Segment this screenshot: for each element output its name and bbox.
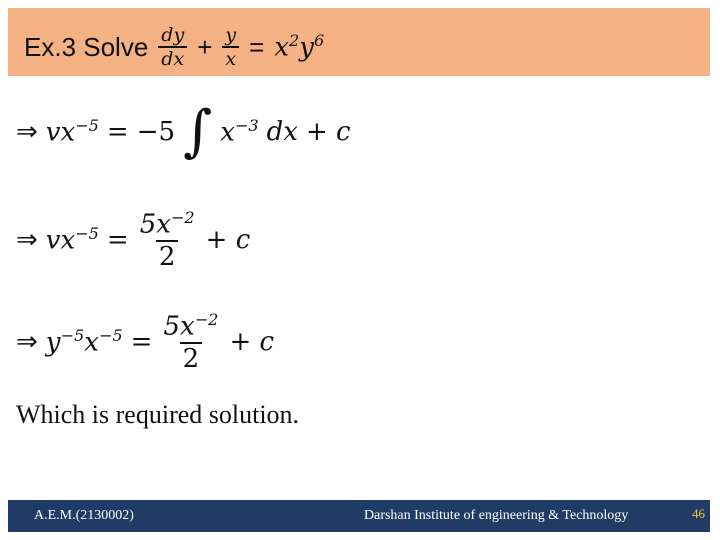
step-3-lhs-x-exp: −5 (98, 326, 123, 345)
step-2-equation (16, 208, 250, 272)
title-rhs-exp2: 6 (313, 31, 325, 51)
title-frac2-numerator: y (225, 24, 237, 46)
step-2-lhs-vx: vx (45, 225, 76, 256)
step-2-numerator (137, 208, 198, 240)
step-1-equation (16, 99, 351, 164)
step-1-lhs-vx: vx (45, 117, 76, 148)
title-frac1-denominator: dx (158, 46, 187, 70)
footer-institute: Darshan Institute of engineering & Technology (364, 508, 629, 523)
title-frac2-denominator: x (222, 46, 239, 70)
title-plus: + (197, 31, 213, 62)
footer-course-code: A.E.M.(2130002) (34, 508, 134, 523)
slide-title (24, 24, 324, 70)
title-frac1-numerator: dy (161, 24, 185, 46)
implies-arrow: ⇒ (16, 117, 38, 147)
step-2-plus-c: + c (205, 224, 251, 255)
step-3-plus-c: + c (229, 326, 275, 357)
step-2-fraction (137, 208, 198, 272)
title-rhs-base2: y (299, 32, 314, 63)
implies-arrow: ⇒ (16, 224, 38, 255)
page-number: 46 (692, 506, 705, 521)
step-3-num-base: 5x (163, 311, 195, 342)
step-1-lhs-exp: −5 (75, 116, 99, 136)
step-2-equals: = (106, 224, 129, 255)
implies-arrow: ⇒ (16, 326, 38, 357)
step-1-lhs (46, 116, 99, 148)
step-1-integrand-exp: −3 (234, 116, 259, 136)
step-2-num-exp: −2 (170, 208, 195, 227)
step-1-coef: −5 (136, 117, 176, 147)
step-3-equals: = (130, 326, 153, 357)
step-1-integrand (220, 116, 258, 148)
footer-bar (8, 500, 710, 532)
title-rhs-exp1: 2 (288, 31, 300, 51)
step-2-num-base: 5x (139, 209, 171, 240)
step-3-lhs-y-exp: −5 (60, 326, 85, 345)
title-fraction-y-x (222, 24, 239, 70)
title-fraction-dy-dx (158, 24, 187, 70)
step-3-num-exp: −2 (194, 310, 219, 329)
step-1-plus-c: + c (305, 117, 351, 147)
title-prefix: Ex.3 Solve (24, 31, 149, 62)
integral-sign: ∫ (183, 99, 213, 164)
step-1-dx: dx (266, 117, 298, 147)
step-3-lhs (46, 326, 123, 358)
title-rhs (274, 31, 324, 63)
step-3-denominator: 2 (180, 342, 203, 374)
step-3-equation (16, 310, 274, 374)
step-3-numerator (160, 310, 221, 342)
step-2-lhs (46, 224, 99, 256)
title-bar (8, 8, 710, 76)
conclusion-text: Which is required solution. (16, 400, 300, 429)
step-3-fraction (160, 310, 221, 374)
step-2-denominator: 2 (156, 240, 179, 272)
title-equals: = (249, 31, 265, 62)
title-rhs-base1: x (274, 32, 289, 63)
step-1-integrand-base: x (220, 117, 235, 148)
step-2-lhs-exp: −5 (75, 224, 99, 243)
step-3-lhs-x: x (84, 327, 99, 358)
step-1-equals: = (106, 117, 129, 147)
step-3-lhs-y: y (45, 327, 61, 358)
